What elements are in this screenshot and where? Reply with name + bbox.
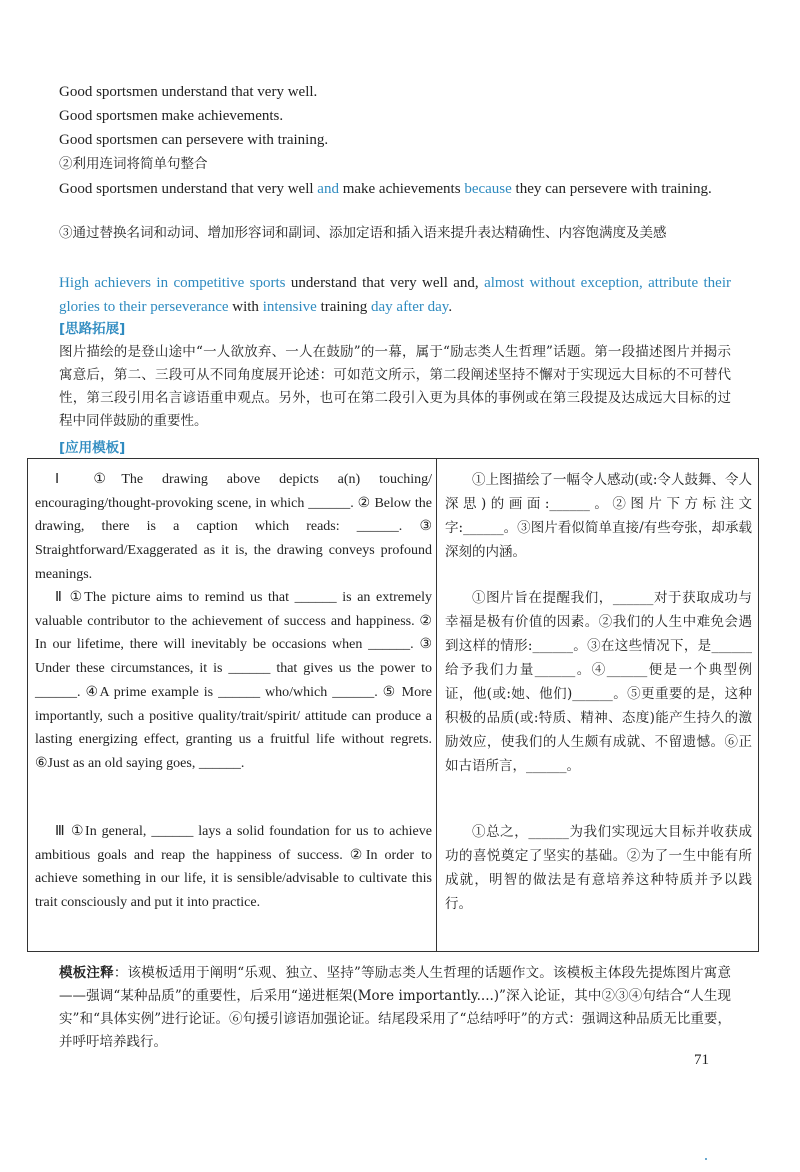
template-column-divider [436, 458, 437, 952]
idea-expansion-text: 图片描绘的是登山途中“一人欲放弃、一人在鼓励”的一幕，属于“励志类人生哲理”话题。第一段描述图片并揭示寓意后，第二、三段可从不同角度展开论述：可如范文所示，第二段阐述坚持不懈对于实现远大目标的不可替代性，第三段引用名言谚语重申观点。另外，也可在第二段引入更为具体的事例或在第三段提及达成远大目标的过程中同伴鼓励的重要性。 [59, 344, 731, 429]
combined-sentence: Good sportsmen understand that very well and make achievements because they can persevere with training. [59, 181, 712, 197]
template-note-label: 模板注释 [59, 965, 114, 981]
corner-mark [705, 1158, 707, 1160]
template-note: 模板注释：该模板适用于阐明“乐观、独立、坚持”等励志类人生哲理的话题作文。该模板主体段先提炼图片寓意——强调“某种品质”的重要性，后采用“递进框架(More importantly....)”深入论证，其中②③④句结合“人生现实”和“具体实例”进行论证。⑥句援引谚语加强论证。结尾段采用了“总结呼吁”的方式：强调这种品质无比重要，并呼吁培养践行。 [59, 965, 732, 1050]
enhanced-sentence: High achievers in competitive sports understand that very well and, almost without exception, attribute their glories to their perseverance with intensive training day after day. [59, 275, 731, 315]
template-cn-para-2: ①图片旨在提醒我们，______对于获取成功与幸福是极有价值的因素。②我们的人生中难免会遇到这样的情形:______。③在这些情况下，是______给予我们力量______。④______便是一个典型例证，他(或:她、他们)______。⑤更重要的是，这种积极的品质(或:特质、精神、态度)能产生持久的激励效应，使我们的人生颇有成就、不留遗憾。⑥正如古语所言，______。 [445, 590, 752, 774]
template-label: [应用模板] [59, 440, 126, 456]
template-en-para-3: Ⅲ ①In general, ______ lays a solid foundation for us to achieve ambitious goals and reap the happiness of success. ②In order to achieve something in our life, it is sensible/advisable to cultivate this trait consciously and put it into practice. [35, 824, 432, 911]
simple-sentence-3: Good sportsmen can persevere with training. [59, 132, 329, 148]
template-cn-para-1: ①上图描绘了一幅令人感动(或:令人鼓舞、令人深思)的画面:______。②图片下方标注文字:______。③图片看似简单直接/有些夸张，却承载深刻的内涵。 [445, 472, 752, 560]
conjunction-because: because [464, 181, 512, 197]
step3-heading: ③通过替换名词和动词、增加形容词和副词、添加定语和插入语来提升表达精确性、内容饱满度及美感 [59, 225, 667, 241]
page-number: 71 [694, 1052, 709, 1068]
template-en-para-1: Ⅰ ①The drawing above depicts a(n) touching/ encouraging/thought-provoking scene, in which ______. ② Below the drawing, there is a caption which reads: ______. ③ Straightforward/Exaggerated as it is, the drawing conveys profound meanings. [35, 472, 432, 582]
template-cn-para-3: ①总之，______为我们实现远大目标并收获成功的喜悦奠定了坚实的基础。②为了一生中能有所成就，明智的做法是有意培养这种特质并予以践行。 [445, 824, 752, 912]
template-en-para-2: Ⅱ ①The picture aims to remind us that ______ is an extremely valuable contributor to the achievement of success and happiness. ② In our lifetime, there will inevitably be occasions when ______. ③ Under these circumstances, it is ______ that gives us the power to ______. ④A prime example is ______ who/which ______. ⑤ More importantly, such a positive quality/trait/spirit/ attitude can produce a lasting energizing effect, granting us a fruitful life without regrets. ⑥Just as an old saying goes, ______. [35, 590, 432, 771]
idea-expansion-label: [思路拓展] [59, 321, 126, 337]
step2-heading: ②利用连词将简单句整合 [59, 156, 208, 172]
simple-sentence-1: Good sportsmen understand that very well. [59, 84, 318, 100]
simple-sentence-2: Good sportsmen make achievements. [59, 108, 284, 124]
conjunction-and: and [317, 181, 339, 197]
